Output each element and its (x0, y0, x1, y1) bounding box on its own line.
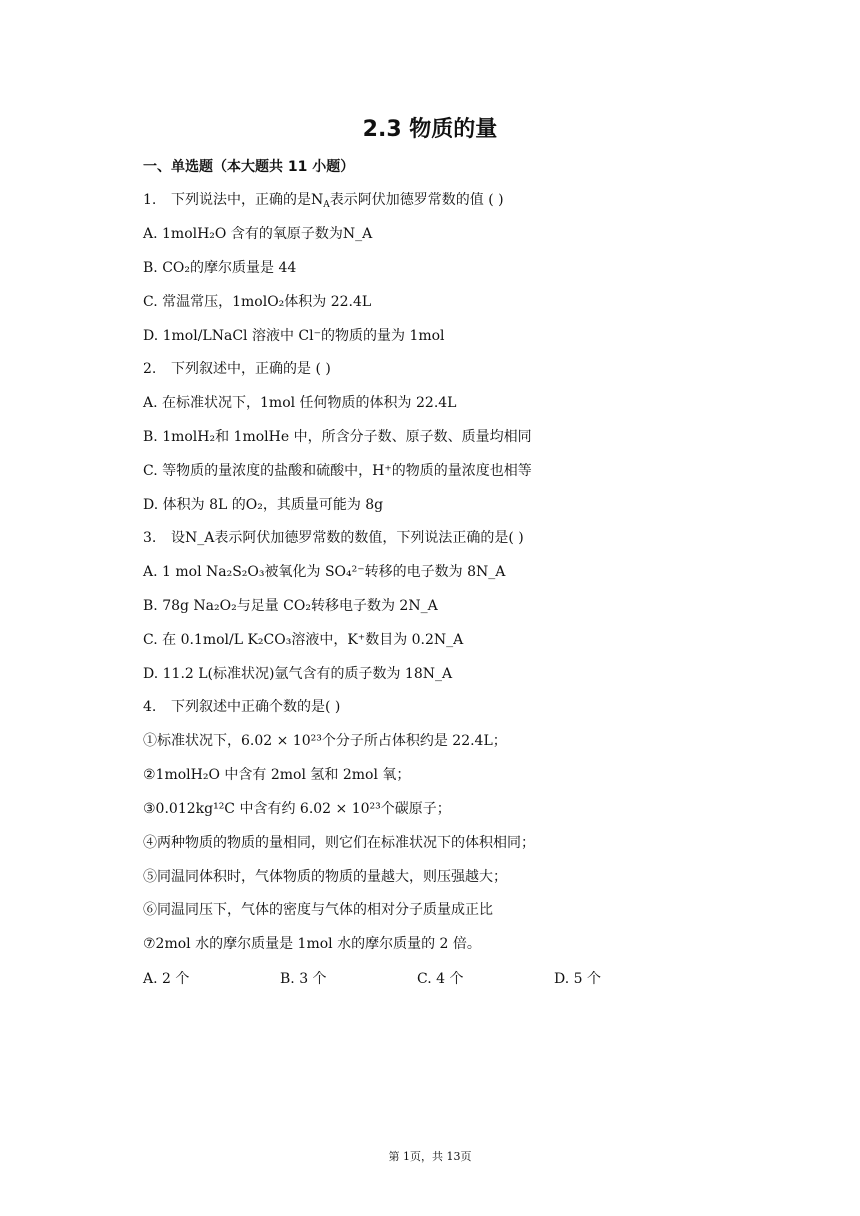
question-4-option-a: A. 2 个 (143, 971, 190, 987)
page-footer: 第 1页，共 13页 (388, 1150, 472, 1163)
question-4-statement-4: ④两种物质的物质的量相同，则它们在标准状况下的体积相同； (143, 835, 535, 851)
question-number: 1. (143, 192, 157, 208)
question-4-option-d: D. 5 个 (554, 971, 601, 987)
question-3-option-a: A. 1 mol Na₂S₂O₃被氧化为 SO₄²⁻转移的电子数为 8N_A (143, 564, 506, 580)
question-1-option-c: C. 常温常压，1molO₂体积为 22.4L (143, 294, 372, 310)
question-number: 3. (143, 530, 157, 546)
question-2-stem: 2. 下列叙述中，正确的是 ( ) (143, 361, 331, 377)
question-2-option-a: A. 在标准状况下，1mol 任何物质的体积为 22.4L (143, 395, 457, 411)
question-number: 4. (143, 699, 157, 715)
question-4-option-c: C. 4 个 (417, 971, 464, 987)
question-4-statement-6: ⑥同温同压下，气体的密度与气体的相对分子质量成正比 (143, 902, 493, 918)
question-3-option-c: C. 在 0.1mol/L K₂CO₃溶液中，K⁺数目为 0.2N_A (143, 632, 464, 648)
question-number: 2. (143, 361, 157, 377)
question-4-statement-3: ③0.012kg¹²C 中含有约 6.02 × 10²³个碳原子； (143, 801, 451, 817)
question-4-statement-5: ⑤同温同体积时，气体物质的物质的量越大，则压强越大； (143, 869, 507, 885)
section-heading: 一、单选题（本大题共 11 小题） (143, 159, 355, 175)
question-3-option-b: B. 78g Na₂O₂与足量 CO₂转移电子数为 2N_A (143, 598, 438, 614)
question-2-option-d: D. 体积为 8L 的O₂，其质量可能为 8g (143, 497, 384, 513)
question-4-stem: 4. 下列叙述中正确个数的是( ) (143, 699, 341, 715)
question-4-statement-2: ②1molH₂O 中含有 2mol 氢和 2mol 氧； (143, 767, 411, 783)
question-2-option-b: B. 1molH₂和 1molHe 中，所含分子数、原子数、质量均相同 (143, 429, 532, 445)
question-4-options (143, 968, 691, 988)
question-1-stem: 1. 下列说法中，正确的是$N_A$表示阿伏加德罗常数的值 ( ) (143, 192, 504, 210)
question-2-option-c: C. 等物质的量浓度的盐酸和硫酸中，H⁺的物质的量浓度也相等 (143, 463, 532, 479)
question-4-statement-7: ⑦2mol 水的摩尔质量是 1mol 水的摩尔质量的 2 倍。 (143, 936, 481, 952)
question-1-option-d: D. 1mol/LNaCl 溶液中 Cl⁻的物质的量为 1mol (143, 328, 445, 344)
page-title: 2.3 物质的量 (362, 117, 498, 142)
question-4-option-b: B. 3 个 (280, 971, 327, 987)
question-3-stem: 3. 设N_A表示阿伏加德罗常数的数值，下列说法正确的是( ) (143, 530, 524, 546)
question-1-option-a: A. 1molH₂O 含有的氧原子数为N_A (143, 226, 373, 242)
question-4-statement-1: ①标准状况下，6.02 × 10²³个分子所占体积约是 22.4L； (143, 733, 507, 749)
question-3-option-d: D. 11.2 L(标准状况)氩气含有的质子数为 18N_A (143, 666, 453, 682)
question-1-option-b: B. CO₂的摩尔质量是 44 (143, 260, 297, 276)
